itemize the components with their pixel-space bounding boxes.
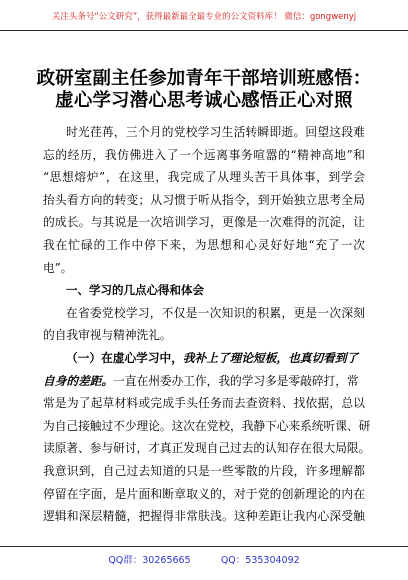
paragraph-line: “思想熔炉”，在这里，我完成了从埋头苦干具体事，到学会 (43, 170, 365, 185)
section-heading: 一、学习的几点心得和体会 (66, 283, 204, 298)
paragraph-text: 一直在州委办工作，我的学习多是零敲碎打，常 (113, 373, 359, 388)
paragraph-line: 为自己接触过不少理论。这次在党校，我静下心来系统听课、研 (43, 418, 371, 433)
document-title-line1: 政研室副主任参加青年干部培训班感悟： (36, 68, 372, 89)
paragraph-line: 抬头看方向的转变；从习惯于听从指令，到开始独立思考全局 (43, 192, 365, 207)
header-banner (0, 0, 408, 44)
paragraph-line: 在省委党校学习，不仅是一次知识的积累，更是一次深刻 (66, 305, 365, 320)
document-title-line2: 虚心学习潜心思考诚心感悟正心对照 (55, 90, 353, 111)
paragraph-line: 的成长。与其说是一次培训学习，更像是一次难得的沉淀，让 (43, 215, 365, 230)
paragraph-line: 的自我审视与精神洗礼。 (43, 328, 172, 343)
header-divider (0, 30, 408, 31)
subsection-heading-text: 自身的差距。 (43, 373, 114, 388)
paragraph-line: 我在忙碌的工作中停下来，为思想和心灵好好地“充了一次 (43, 237, 365, 252)
subsection-label: （一）在虚心学习中， (66, 350, 183, 365)
paragraph-line: 读原著、参与研讨，才真正发现自己过去的认知存在很大局限。 (43, 441, 371, 456)
footer-contact: QQ群：30265665 QQ：535304092 (108, 555, 300, 566)
header-banner-text: 关注头条号“公文研究”，获得最新最全最专业的公文资料库！ 微信：gongwenyj (51, 12, 357, 22)
paragraph-line: 逻辑和深层精髓，把握得非常肤浅。这种差距让我内心深受触 (43, 509, 365, 524)
paragraph-line: 停留在字面，是片面和断章取义的，对于党的创新理论的内在 (43, 486, 365, 501)
paragraph-line: 忘的经历，我仿佛进入了一个远离事务喧嚣的“精神高地”和 (43, 147, 365, 162)
subsection-heading-text: 我补上了理论短板，也真切看到了 (182, 350, 359, 365)
paragraph-line: 电”。 (43, 260, 73, 275)
subsection-heading-line (43, 347, 365, 370)
footer-divider (0, 546, 408, 547)
paragraph-line: 时光荏苒，三个月的党校学习生活转瞬即逝。回望这段难 (66, 125, 365, 139)
paragraph-line: 常是为了起草材料或完成手头任务而去查资料、找依据，总以 (43, 396, 365, 411)
paragraph-line (43, 370, 365, 393)
document-body (43, 121, 371, 528)
paragraph-line: 我意识到，自己过去知道的只是一些零散的片段，许多理解都 (43, 463, 365, 478)
